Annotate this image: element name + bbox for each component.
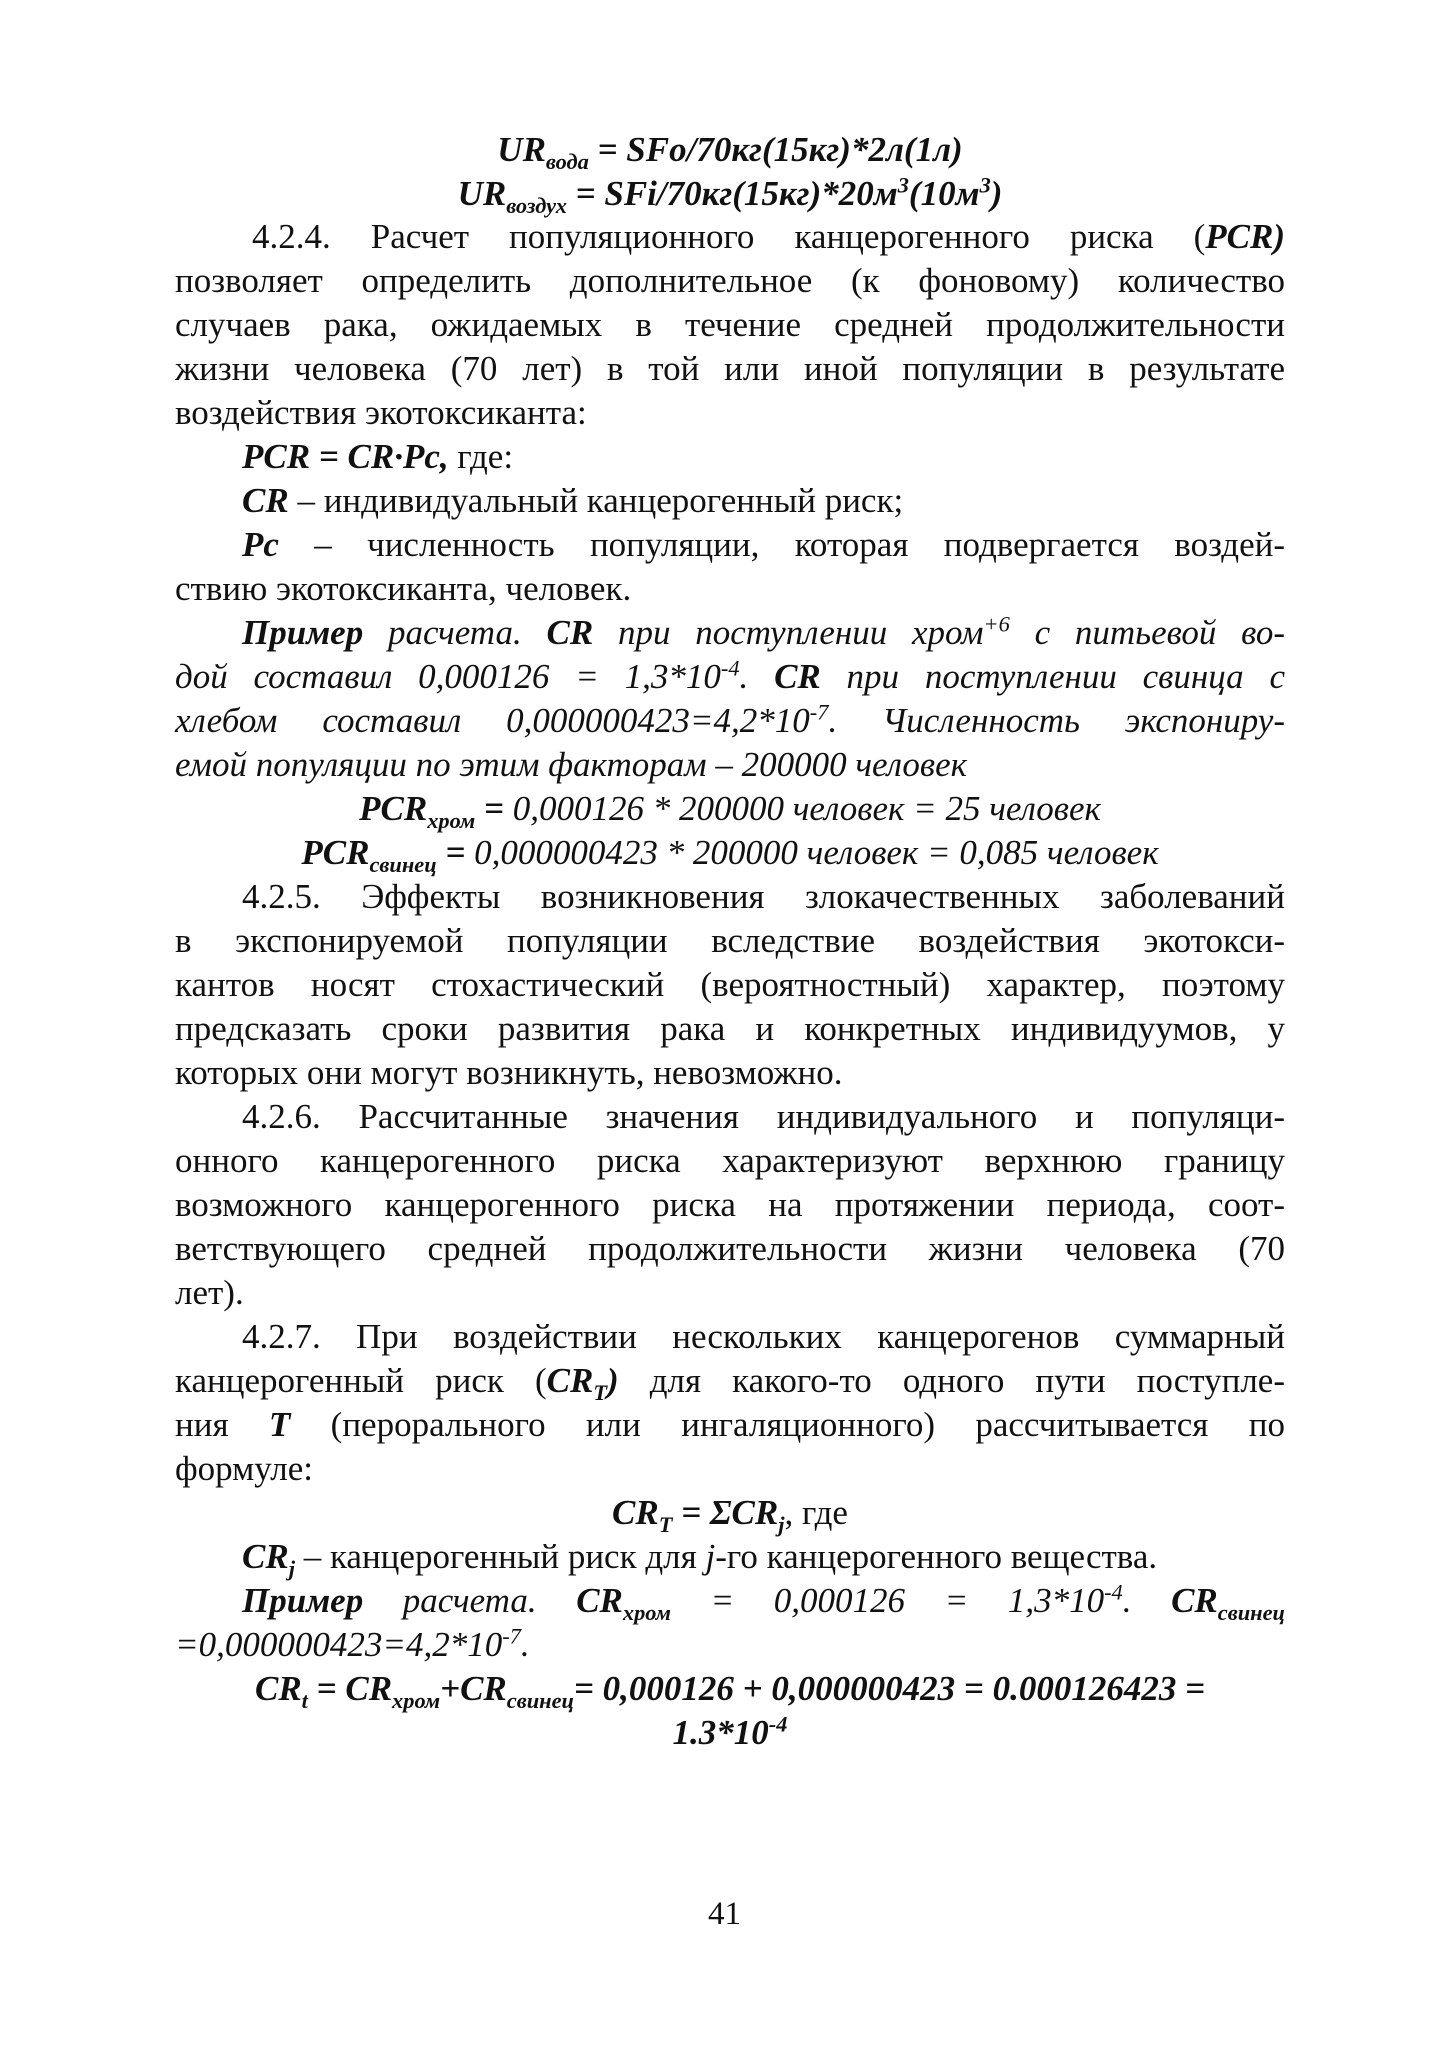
paragraph-424-line-2: позволяет определить дополнительное (к фоновому) количество — [175, 261, 1285, 300]
formula-ur-water: $UR_{вода} = SFo/70кг(15кг)*2л(1л)$ — [497, 130, 963, 174]
crt-sum-line-2: $1.3*10^{-4}$ — [672, 1711, 788, 1752]
formula-ur-air: $UR_{воздух} = SFi/70кг(15кг)*20м^3(10м^3)$ — [457, 172, 1003, 218]
page-number: 41 — [708, 1896, 741, 1932]
pcr-formula: PCR = CR·Pc, где: — [242, 437, 514, 476]
paragraph-425-line-2: в экспонируемой популяции вследствие воздействия экотокси- — [175, 921, 1285, 960]
paragraph-425-line-3: кантов носят стохастический (вероятностный) характер, поэтому — [175, 965, 1285, 1004]
crj-definition: $CR_j$ – канцерогенный риск для j-го канцерогенного вещества. — [242, 1537, 1158, 1581]
paragraph-425-line-5: которых они могут возникнуть, невозможно. — [175, 1053, 843, 1092]
crt-sum-line-1: $CR_t = CR_{хром}+CR_{свинец}= 0,000126 + 0,000000423 = 0.000126423$ = — [254, 1669, 1206, 1713]
example-1-line-3: хлебом составил $0,000000423=4,2*10^{-7}$. Численность экспониру- — [175, 699, 1285, 740]
paragraph-427-line-3: ния T (перорального или ингаляционного) рассчитывается по — [175, 1405, 1285, 1444]
pcr-lead-formula: $PCR_{свинец} = 0,000000423 * 200000$ человек = 0,085 человек — [301, 833, 1159, 877]
paragraph-426-line-4: ветствующего средней продолжительности жизни человека (70 — [175, 1229, 1285, 1268]
paragraph-424-line-3: случаев рака, ожидаемых в течение средней продолжительности — [175, 305, 1285, 344]
paragraph-424-line-1: 4.2.4. Расчет популяционного канцерогенного риска (PCR) — [252, 217, 1285, 256]
pc-definition-line-2: ствию экотоксиканта, человек. — [175, 569, 632, 608]
paragraph-426-line-5: лет). — [175, 1273, 244, 1312]
example-2-line-2: $=0,000000423=4,2*10^{-7}$. — [175, 1623, 530, 1664]
paragraph-425-line-1: 4.2.5. Эффекты возникновения злокачественных заболеваний — [242, 877, 1285, 916]
paragraph-427-line-2: канцерогенный риск $(CR_T)$ для какого-то одного пути поступле- — [175, 1361, 1285, 1405]
paragraph-424-line-5: воздействия экотоксиканта: — [175, 393, 587, 432]
paragraph-425-line-4: предсказать сроки развития рака и конкретных индивидуумов, у — [175, 1009, 1285, 1048]
example-2-line-1: Пример расчета. $CR_{хром} = 0,000126 = 1,3*10^{-4}$. $CR_{свинец}$ — [242, 1579, 1285, 1625]
paragraph-424-line-4: жизни человека (70 лет) в той или иной популяции в результате — [175, 349, 1285, 388]
paragraph-427-line-1: 4.2.7. При воздействии нескольких канцерогенов суммарный — [242, 1317, 1285, 1356]
cr-definition: CR – индивидуальный канцерогенный риск; — [242, 481, 904, 520]
example-1-line-2: дой составил $0,000126 = 1,3*10^{-4}$. CR при поступлении свинца с — [175, 655, 1285, 696]
example-1-line-4: емой популяции по этим факторам – 200000 человек — [175, 745, 967, 784]
crt-formula: $CR_T = \Sigma CR_j$, где — [612, 1493, 848, 1537]
paragraph-426-line-3: возможного канцерогенного риска на протяжении периода, соот- — [175, 1185, 1285, 1224]
paragraph-426-line-1: 4.2.6. Рассчитанные значения индивидуального и популяци- — [242, 1097, 1285, 1136]
example-1-line-1: Пример расчета. CR при поступлении хром$^{+6}$ с питьевой во- — [242, 611, 1285, 652]
paragraph-427-line-4: формуле: — [175, 1449, 313, 1488]
paragraph-426-line-2: онного канцерогенного риска характеризуют верхнюю границу — [175, 1141, 1285, 1180]
pcr-chrome-formula: $PCR_{хром} = 0,000126 * 200000$ человек = 25 человек — [359, 789, 1101, 833]
pc-definition-line-1: Pc – численность популяции, которая подвергается воздей- — [242, 525, 1285, 564]
